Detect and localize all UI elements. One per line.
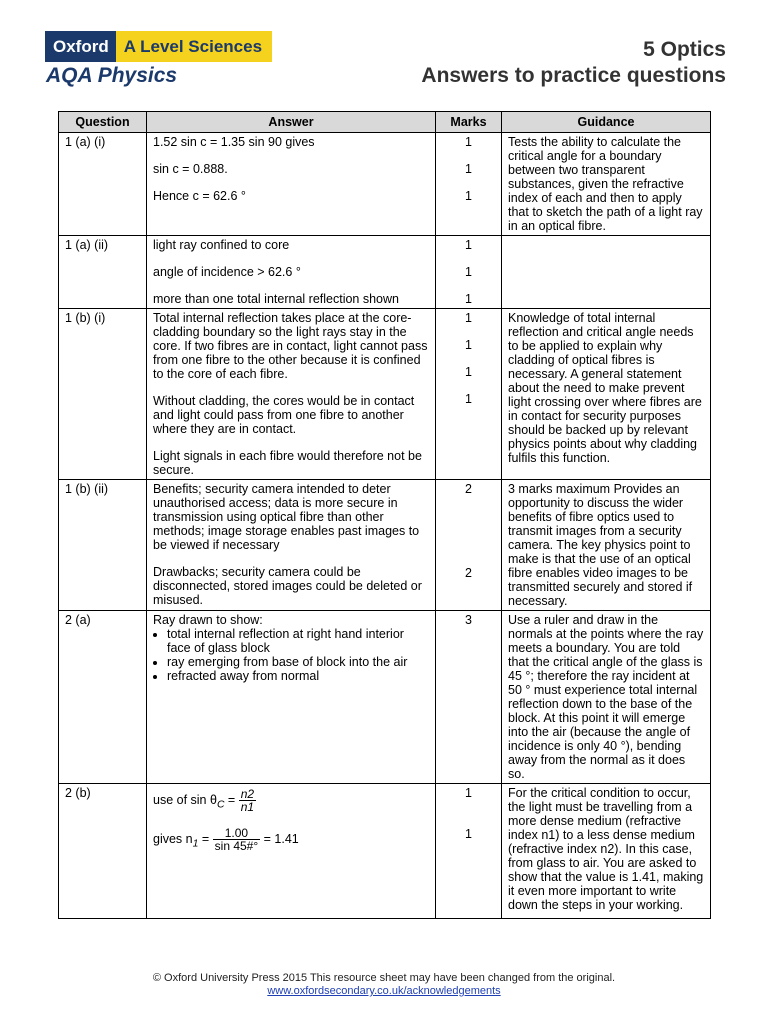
answer-line: Benefits; security camera intended to deter unauthorised access; data is more secure in transmission using optical fibre than other methods; image storage enables past images to be viewed if necessary xyxy=(153,482,420,552)
answer-line: Hence c = 62.6 ° xyxy=(153,189,246,203)
brand-logo xyxy=(45,31,272,62)
answer-line: angle of incidence > 62.6 ° xyxy=(153,265,301,279)
table-row xyxy=(59,784,711,919)
table-header-row xyxy=(59,112,711,133)
mark: 1 xyxy=(465,786,472,800)
eq-text: gives n xyxy=(153,831,193,846)
answer-line: 1.52 sin c = 1.35 sin 90 gives xyxy=(153,135,315,149)
answer-intro: Ray drawn to show: xyxy=(153,613,263,627)
marks-cell xyxy=(436,480,502,611)
mark: 1 xyxy=(465,135,472,149)
answer-line: sin c = 0.888. xyxy=(153,162,228,176)
eq-text: use of sin θ xyxy=(153,792,217,807)
answer-cell xyxy=(147,784,436,919)
brand-oxford: Oxford xyxy=(45,31,116,62)
marks-cell xyxy=(436,784,502,919)
answer-line: more than one total internal reflection shown xyxy=(153,292,399,306)
table-row xyxy=(59,309,711,480)
page-subtitle: Answers to practice questions xyxy=(421,64,726,87)
marks-cell xyxy=(436,309,502,480)
answer-cell xyxy=(147,236,436,309)
mark: 1 xyxy=(465,311,472,325)
mark: 1 xyxy=(465,392,472,406)
mark: 1 xyxy=(465,338,472,352)
mark: 1 xyxy=(465,189,472,203)
question-cell: 1 (b) (ii) xyxy=(59,480,147,611)
eq-sub: 1 xyxy=(192,838,199,850)
eq-sub: C xyxy=(216,799,225,811)
list-item: • ray emerging from base of block into the air xyxy=(167,655,429,669)
eq-result: = 1.41 xyxy=(260,831,299,846)
guidance-cell: Tests the ability to calculate the critical angle for a boundary between two transparent substances, given the refractive index of each and then to apply that to sketch the path of a light ray in an optical fibre. xyxy=(502,133,711,236)
answer-equation-1 xyxy=(153,788,429,813)
header-question: Question xyxy=(59,112,147,133)
mark: 2 xyxy=(465,482,472,496)
guidance-cell: Knowledge of total internal reflection and critical angle needs to be applied to explain why cladding of optical fibres is necessary. A general statement about the need to make prevent light crossing over where fibres are in contact for security purposes should be backed up by relevant physics points about why cladding fulfils this function. xyxy=(502,309,711,480)
question-cell: 1 (a) (i) xyxy=(59,133,147,236)
mark: 2 xyxy=(465,566,472,580)
mark: 1 xyxy=(465,827,472,841)
guidance-cell xyxy=(502,236,711,309)
marks-cell xyxy=(436,133,502,236)
fraction-denominator: n1 xyxy=(240,800,255,814)
fraction xyxy=(239,788,256,813)
list-item: • refracted away from normal xyxy=(167,669,429,683)
question-cell: 2 (a) xyxy=(59,611,147,784)
table-row xyxy=(59,480,711,611)
answer-cell xyxy=(147,480,436,611)
fraction-denominator: sin 45#° xyxy=(214,839,259,853)
table-row xyxy=(59,236,711,309)
marks-cell xyxy=(436,611,502,784)
mark: 1 xyxy=(465,265,472,279)
table-row xyxy=(59,133,711,236)
mark: 1 xyxy=(465,365,472,379)
guidance-cell: Use a ruler and draw in the normals at the points where the ray meets a boundary. You are told that the critical angle of the glass is 45 °; therefore the ray incident at 50 ° must experience total internal reflection down to the base of the block. At this point it will emerge into the air (because the angle of incidence is only 40 °), bending away from the normal as it does so. xyxy=(502,611,711,784)
mark: 1 xyxy=(465,238,472,252)
brand-series: A Level Sciences xyxy=(116,31,272,62)
answer-cell xyxy=(147,133,436,236)
question-cell: 1 (b) (i) xyxy=(59,309,147,480)
answer-cell xyxy=(147,611,436,784)
fraction-numerator: 1.00 xyxy=(213,827,261,840)
eq-equals: = xyxy=(198,831,213,846)
answers-table xyxy=(58,111,711,919)
answer-line: Total internal reflection takes place at the core-cladding boundary so the light rays stay in the core. If two fibres are in contact, light cannot pass from one fibre to the other because it is confined to the core of each fibre. xyxy=(153,311,428,381)
answer-cell xyxy=(147,309,436,480)
chapter-title: 5 Optics xyxy=(643,38,726,61)
header-answer: Answer xyxy=(147,112,436,133)
acknowledgements-link[interactable]: www.oxfordsecondary.co.uk/acknowledgements xyxy=(267,985,501,997)
answer-line: light ray confined to core xyxy=(153,238,290,252)
marks-cell xyxy=(436,236,502,309)
guidance-cell: For the critical condition to occur, the light must be travelling from a more dense medium (refractive index n1) to a less dense medium (refractive index n2). In this case, from glass to air. You are asked to show that the value is 1.41, making it even more important to write down the steps in your working. xyxy=(502,784,711,919)
list-item: • total internal reflection at right hand interior face of glass block xyxy=(167,627,429,655)
answer-line: Light signals in each fibre would therefore not be secure. xyxy=(153,449,422,477)
guidance-cell: 3 marks maximum Provides an opportunity to discuss the wider benefits of fibre optics used to transmit images from a security camera. The key physics point to make is that the use of an optical fibre enables video images to be transmitted securely and stored if necessary. xyxy=(502,480,711,611)
page-footer xyxy=(0,972,768,998)
answer-bullets xyxy=(153,627,429,683)
header-guidance: Guidance xyxy=(502,112,711,133)
mark: 1 xyxy=(465,292,472,306)
header-marks: Marks xyxy=(436,112,502,133)
question-cell: 2 (b) xyxy=(59,784,147,919)
mark: 3 xyxy=(465,613,472,627)
fraction-numerator: n2 xyxy=(240,787,255,801)
answer-line: Without cladding, the cores would be in contact and light could pass from one fibre to another where they are in contact. xyxy=(153,394,415,436)
question-cell: 1 (a) (ii) xyxy=(59,236,147,309)
table-row xyxy=(59,611,711,784)
copyright-notice: © Oxford University Press 2015 This resource sheet may have been changed from the original. xyxy=(152,972,616,984)
mark: 1 xyxy=(465,162,472,176)
answer-equation-2 xyxy=(153,827,429,852)
subject-title: AQA Physics xyxy=(46,64,178,87)
fraction xyxy=(213,827,261,852)
answer-line: Drawbacks; security camera could be disconnected, stored images could be deleted or misused. xyxy=(153,565,422,607)
eq-equals: = xyxy=(224,792,239,807)
